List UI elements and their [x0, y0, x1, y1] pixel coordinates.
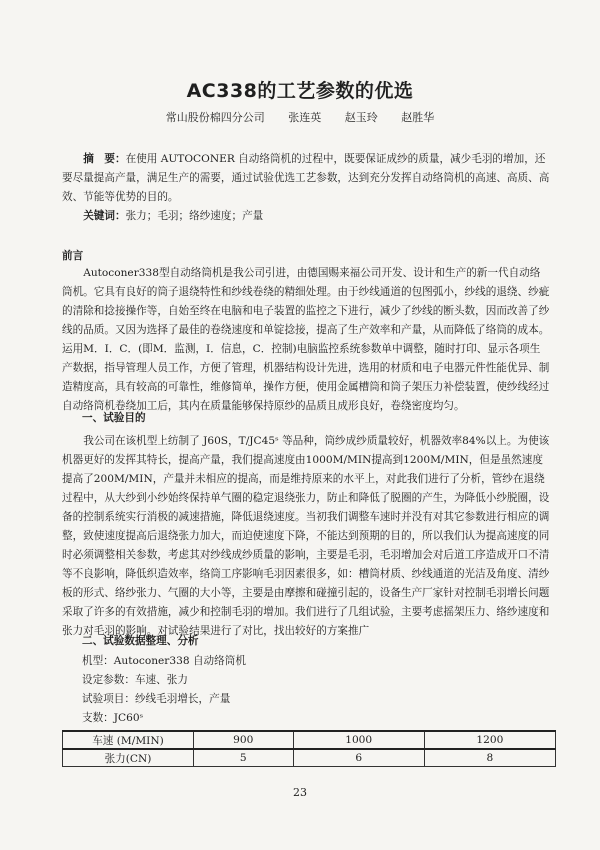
section1-heading: 一、试验目的: [82, 412, 146, 424]
spec-item: 机型：Autoconer338 自动络筒机: [82, 655, 246, 667]
abstract: [62, 150, 550, 207]
keywords-text: 张力；毛羽；络纱速度；产量: [125, 210, 264, 222]
spec-item: 设定参数：车速、张力: [82, 674, 188, 686]
byline: [0, 109, 600, 125]
table-row: [63, 749, 556, 767]
data-table: [62, 730, 556, 767]
section2-heading: 二、试验数据整理、分析: [82, 635, 199, 647]
article-title: AC338的工艺参数的优选: [186, 80, 414, 102]
table-cell: 8: [424, 749, 555, 767]
author-organization: 常山股份棉四分公司: [165, 111, 265, 124]
abstract-label: 摘 要：: [83, 153, 126, 165]
table-cell: 1000: [293, 731, 424, 749]
table-cell: 5: [194, 749, 294, 767]
table-cell: 1200: [424, 731, 555, 749]
keywords-label: 关键词：: [83, 210, 126, 222]
author-name: 赵玉玲: [344, 111, 378, 124]
spec-item: 试验项目：纱线毛羽增长，产量: [82, 693, 231, 705]
table-cell: 900: [194, 731, 294, 749]
preface-heading: 前言: [62, 250, 84, 262]
section1-paragraph: 我公司在该机型上纺制了 J60S，T/JC45ˢ 等品种，筒纱成纱质量较好，机器效率84%以上。为使该机器更好的发挥其特长，提高产量，我们提高速度由1000M/MIN提高到1200M/MIN，但是虽然速度提高了200M/MIN，产量并未相应的提高，而是维持原来的水平上，对此我们进行了分析，管纱在退绕过程中，从大纱到小纱始终保持单气圈的稳定退绕张力，防止和降低了脱圈的产生，为降低小纱脱圈，设备的控制系统实行消极的减速措施，降低退绕速度。当初我们调整车速时并没有对其它参数进行相应的调整，致使速度提高后退绕张力加大，而迫使速度下降，不能达到预期的目的，所以我们认为提高速度的同时必须调整相关参数，考虑其对纱线成纱质量的影响，主要是毛羽，毛羽增加会对后道工序造成开口不清等不良影响，降低织造效率，络筒工序影响毛羽因素很多，如：槽筒材质、纱线通道的光洁及角度、清纱板的形式、络纱张力、气圈的大小等，主要是由摩擦和碰撞引起的，设备生产厂家针对控制毛羽增长问题采取了许多的有效措施，减少和控制毛羽的增加。我们进行了几组试验，主要考虑摇架压力、络纱速度和张力对毛羽的影响。对试验结果进行了对比，找出较好的方案推广: [62, 435, 550, 637]
author-name: 赵胜华: [401, 111, 435, 124]
preface-paragraph: Autoconer338型自动络筒机是我公司引进，由德国赐来福公司开发、设计和生产的新一代自动络筒机。它具有良好的筒子退绕特性和纱线卷绕的精细处理。由于纱线通道的包图弧小，纱线的退绕、纱疵的清除和捻接操作等，自始至终在电脑和电子装置的监控之下进行，减少了纱线的断头数，因而改善了纱线的品质。又因为选择了最佳的卷绕速度和单锭捻接，提高了生产效率和产量，从而降低了络筒的成本。运用M．I．C．(即M．监测，I．信息，C．控制)电脑监控系统参数单中调整，随时打印、显示各项生产数据，指导管理人员工作，方便了管理，机器结构设计先进，选用的材质和电子电器元件性能优异、制造精度高，具有较高的可靠性，维修简单，操作方便，使用金属槽筒和筒子架压力补偿装置，使纱线经过自动络筒机卷绕加工后，其内在质量能够保持原纱的品质且成形良好，卷绕密度均匀。: [62, 267, 550, 412]
author-name: 张连英: [288, 111, 322, 124]
row-label: 张力(CN): [63, 749, 194, 767]
row-label: 车速 (M/MIN): [63, 731, 194, 749]
table-row: [63, 731, 556, 749]
abstract-text: 在使用 AUTOCONER 自动络筒机的过程中，既要保证成纱的质量，减少毛羽的增加，还要尽量提高产量，满足生产的需要，通过试验优选工艺参数，达到充分发挥自动络筒机的高速、高质、高效、节能等优势的目的。: [62, 153, 550, 203]
table-cell: 6: [293, 749, 424, 767]
keywords: [62, 207, 550, 226]
spec-list: [82, 652, 246, 728]
page-number: 23: [293, 786, 307, 799]
spec-item: 支数：JC60ˢ: [82, 712, 144, 724]
